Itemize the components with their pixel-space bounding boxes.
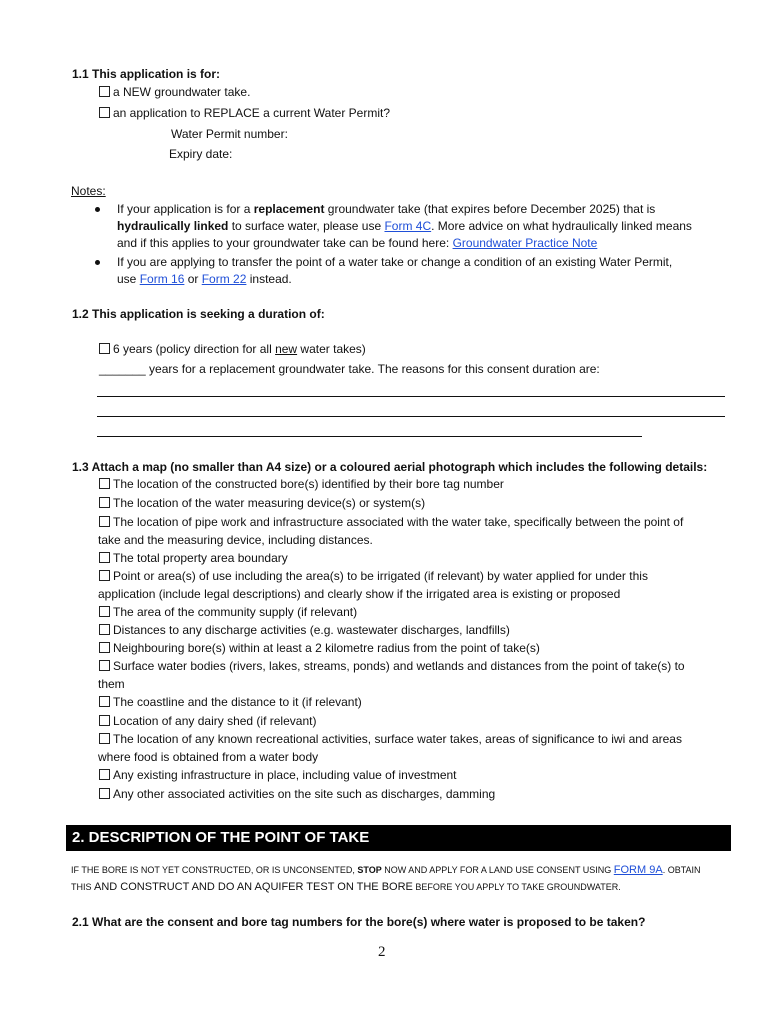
checklist-item [99,604,357,620]
text: BEFORE YOU APPLY TO TAKE GROUNDWATER. [412,882,621,892]
expiry-date-label: Expiry date: [169,147,233,161]
checklist-item-label: The coastline and the distance to it (if relevant) [113,695,362,709]
option-label: an application to REPLACE a current Water Permit? [113,106,391,120]
checklist-checkbox[interactable] [99,788,110,799]
text: . More advice on what hydraulically linked means [431,219,692,233]
checkbox-new-take[interactable] [99,86,110,97]
bullet-icon [95,207,100,212]
text: water takes) [297,342,366,356]
checklist-item-label: where food is obtained from a water body [98,750,319,764]
checklist-item [99,495,425,511]
checklist-item-label: Point or area(s) of use including the area(s) to be irrigated (if relevant) by water applied for under this [113,569,648,583]
question-2-1: 2.1 What are the consent and bore tag numbers for the bore(s) where water is proposed to be taken? [72,915,646,929]
checklist-checkbox[interactable] [99,769,110,780]
form-22-link[interactable]: Form 22 [201,272,247,286]
checklist-item [99,713,316,729]
checklist-checkbox[interactable] [99,497,110,508]
checklist-item-label: take and the measuring device, including distances. [98,533,373,547]
checklist-checkbox[interactable] [99,696,110,707]
reasons-line-3[interactable] [97,436,642,437]
bore-note-line-1 [71,861,701,878]
option-6-years [99,341,366,357]
form-4c-link[interactable]: Form 4C [384,219,432,233]
groundwater-practice-note-link[interactable]: Groundwater Practice Note [452,236,598,250]
checkbox-6-years[interactable] [99,343,110,354]
checkbox-replace-permit[interactable] [99,107,110,118]
checklist-item-label: Surface water bodies (rivers, lakes, streams, ponds) and wetlands and distances from the point of take(s) to [113,659,685,673]
text: IF THE BORE IS NOT YET CONSTRUCTED, OR IS UNCONSENTED, [71,865,358,875]
note-1-line-3 [117,235,597,251]
option-new-groundwater-take [99,84,250,100]
checklist-item [99,476,504,492]
text: NOW AND APPLY FOR A LAND USE CONSENT USING [381,865,614,875]
checklist-item [99,694,362,710]
checklist-item-label: The total property area boundary [113,551,288,565]
checklist-checkbox[interactable] [99,642,110,653]
checklist-item-label: The location of the water measuring device(s) or system(s) [113,496,426,510]
note-1-line-2 [117,218,692,234]
text: or [184,272,202,286]
text: instead. [246,272,292,286]
reasons-line-1[interactable] [97,396,725,397]
checklist-item-label: Any other associated activities on the site such as discharges, damming [113,787,496,801]
option-replacement-years: _______ years for a replacement groundwater take. The reasons for this consent duration are: [99,362,600,376]
permit-number-label: Water Permit number: [171,127,288,141]
checklist-item-continuation [98,676,125,692]
checklist-item-label: application (include legal descriptions) and clearly show if the irrigated area is existing or proposed [98,587,621,601]
checklist-item [99,550,288,566]
checklist-item-label: Any existing infrastructure in place, including value of investment [113,768,457,782]
text-bold: replacement [253,202,325,216]
text: THIS [71,882,95,892]
checklist-item-continuation [98,586,620,602]
checklist-item [99,658,685,674]
bullet-icon [95,260,100,265]
checklist-item-label: Location of any dairy shed (if relevant) [113,714,317,728]
checklist-item-continuation [98,532,373,548]
checklist-checkbox[interactable] [99,715,110,726]
checklist-item [99,514,683,530]
section-1-1-heading: 1.1 This application is for: [72,67,221,81]
text-bold: STOP [357,865,382,875]
section-1-3-heading: 1.3 Attach a map (no smaller than A4 size) or a coloured aerial photograph which includes the following details: [72,460,708,474]
bore-note-line-2 [71,878,621,895]
text: If your application is for a [117,202,254,216]
checklist-item [99,731,682,747]
notes-label: Notes: [71,184,106,198]
section-2-title: 2. DESCRIPTION OF THE POINT OF TAKE [72,829,370,846]
section-1-2-heading: 1.2 This application is seeking a duration of: [72,307,325,321]
text: groundwater take (that expires before December 2025) that is [324,202,656,216]
option-replace-permit [99,105,390,121]
checklist-checkbox[interactable] [99,570,110,581]
checklist-item [99,786,495,802]
text: 6 years (policy direction for all [113,342,276,356]
reasons-line-2[interactable] [97,416,725,417]
checklist-item-label: The location of the constructed bore(s) identified by their bore tag number [113,477,504,491]
checklist-item-label: Neighbouring bore(s) within at least a 2 kilometre radius from the point of take(s) [113,641,540,655]
checklist-checkbox[interactable] [99,660,110,671]
form-16-link[interactable]: Form 16 [139,272,185,286]
note-2-line-1: If you are applying to transfer the point of a water take or change a condition of an existing Water Permit, [117,255,673,269]
text: use [117,272,140,286]
note-1-line-1 [117,201,655,217]
text-bold: hydraulically linked [117,219,229,233]
page-number: 2 [378,944,386,960]
text: and if this applies to your groundwater take can be found here: [117,236,453,250]
checklist-checkbox[interactable] [99,624,110,635]
checklist-item-label: Distances to any discharge activities (e.g. wastewater discharges, landfills) [113,623,510,637]
form-9a-link[interactable]: FORM 9A [613,864,663,876]
text: AND CONSTRUCT AND DO AN AQUIFER TEST ON THE BORE [94,881,413,893]
checklist-item-label: The location of pipe work and infrastructure associated with the water take, specifically between the point of [113,515,684,529]
checklist-item [99,622,510,638]
checklist-checkbox[interactable] [99,606,110,617]
text: to surface water, please use [228,219,385,233]
text: . OBTAIN [662,865,701,875]
checklist-item-label: them [98,677,125,691]
checklist-checkbox[interactable] [99,552,110,563]
checklist-item [99,640,540,656]
checklist-checkbox[interactable] [99,516,110,527]
checklist-item [99,767,457,783]
checklist-item [99,568,648,584]
checklist-item-continuation [98,749,318,765]
checklist-checkbox[interactable] [99,478,110,489]
section-2-band [66,825,731,851]
option-label: a NEW groundwater take. [113,85,251,99]
text-underlined: new [275,342,298,356]
note-2-line-2 [117,271,292,287]
checklist-checkbox[interactable] [99,733,110,744]
checklist-item-label: The location of any known recreational activities, surface water takes, areas of significance to iwi and areas [113,732,682,746]
checklist-item-label: The area of the community supply (if relevant) [113,605,358,619]
